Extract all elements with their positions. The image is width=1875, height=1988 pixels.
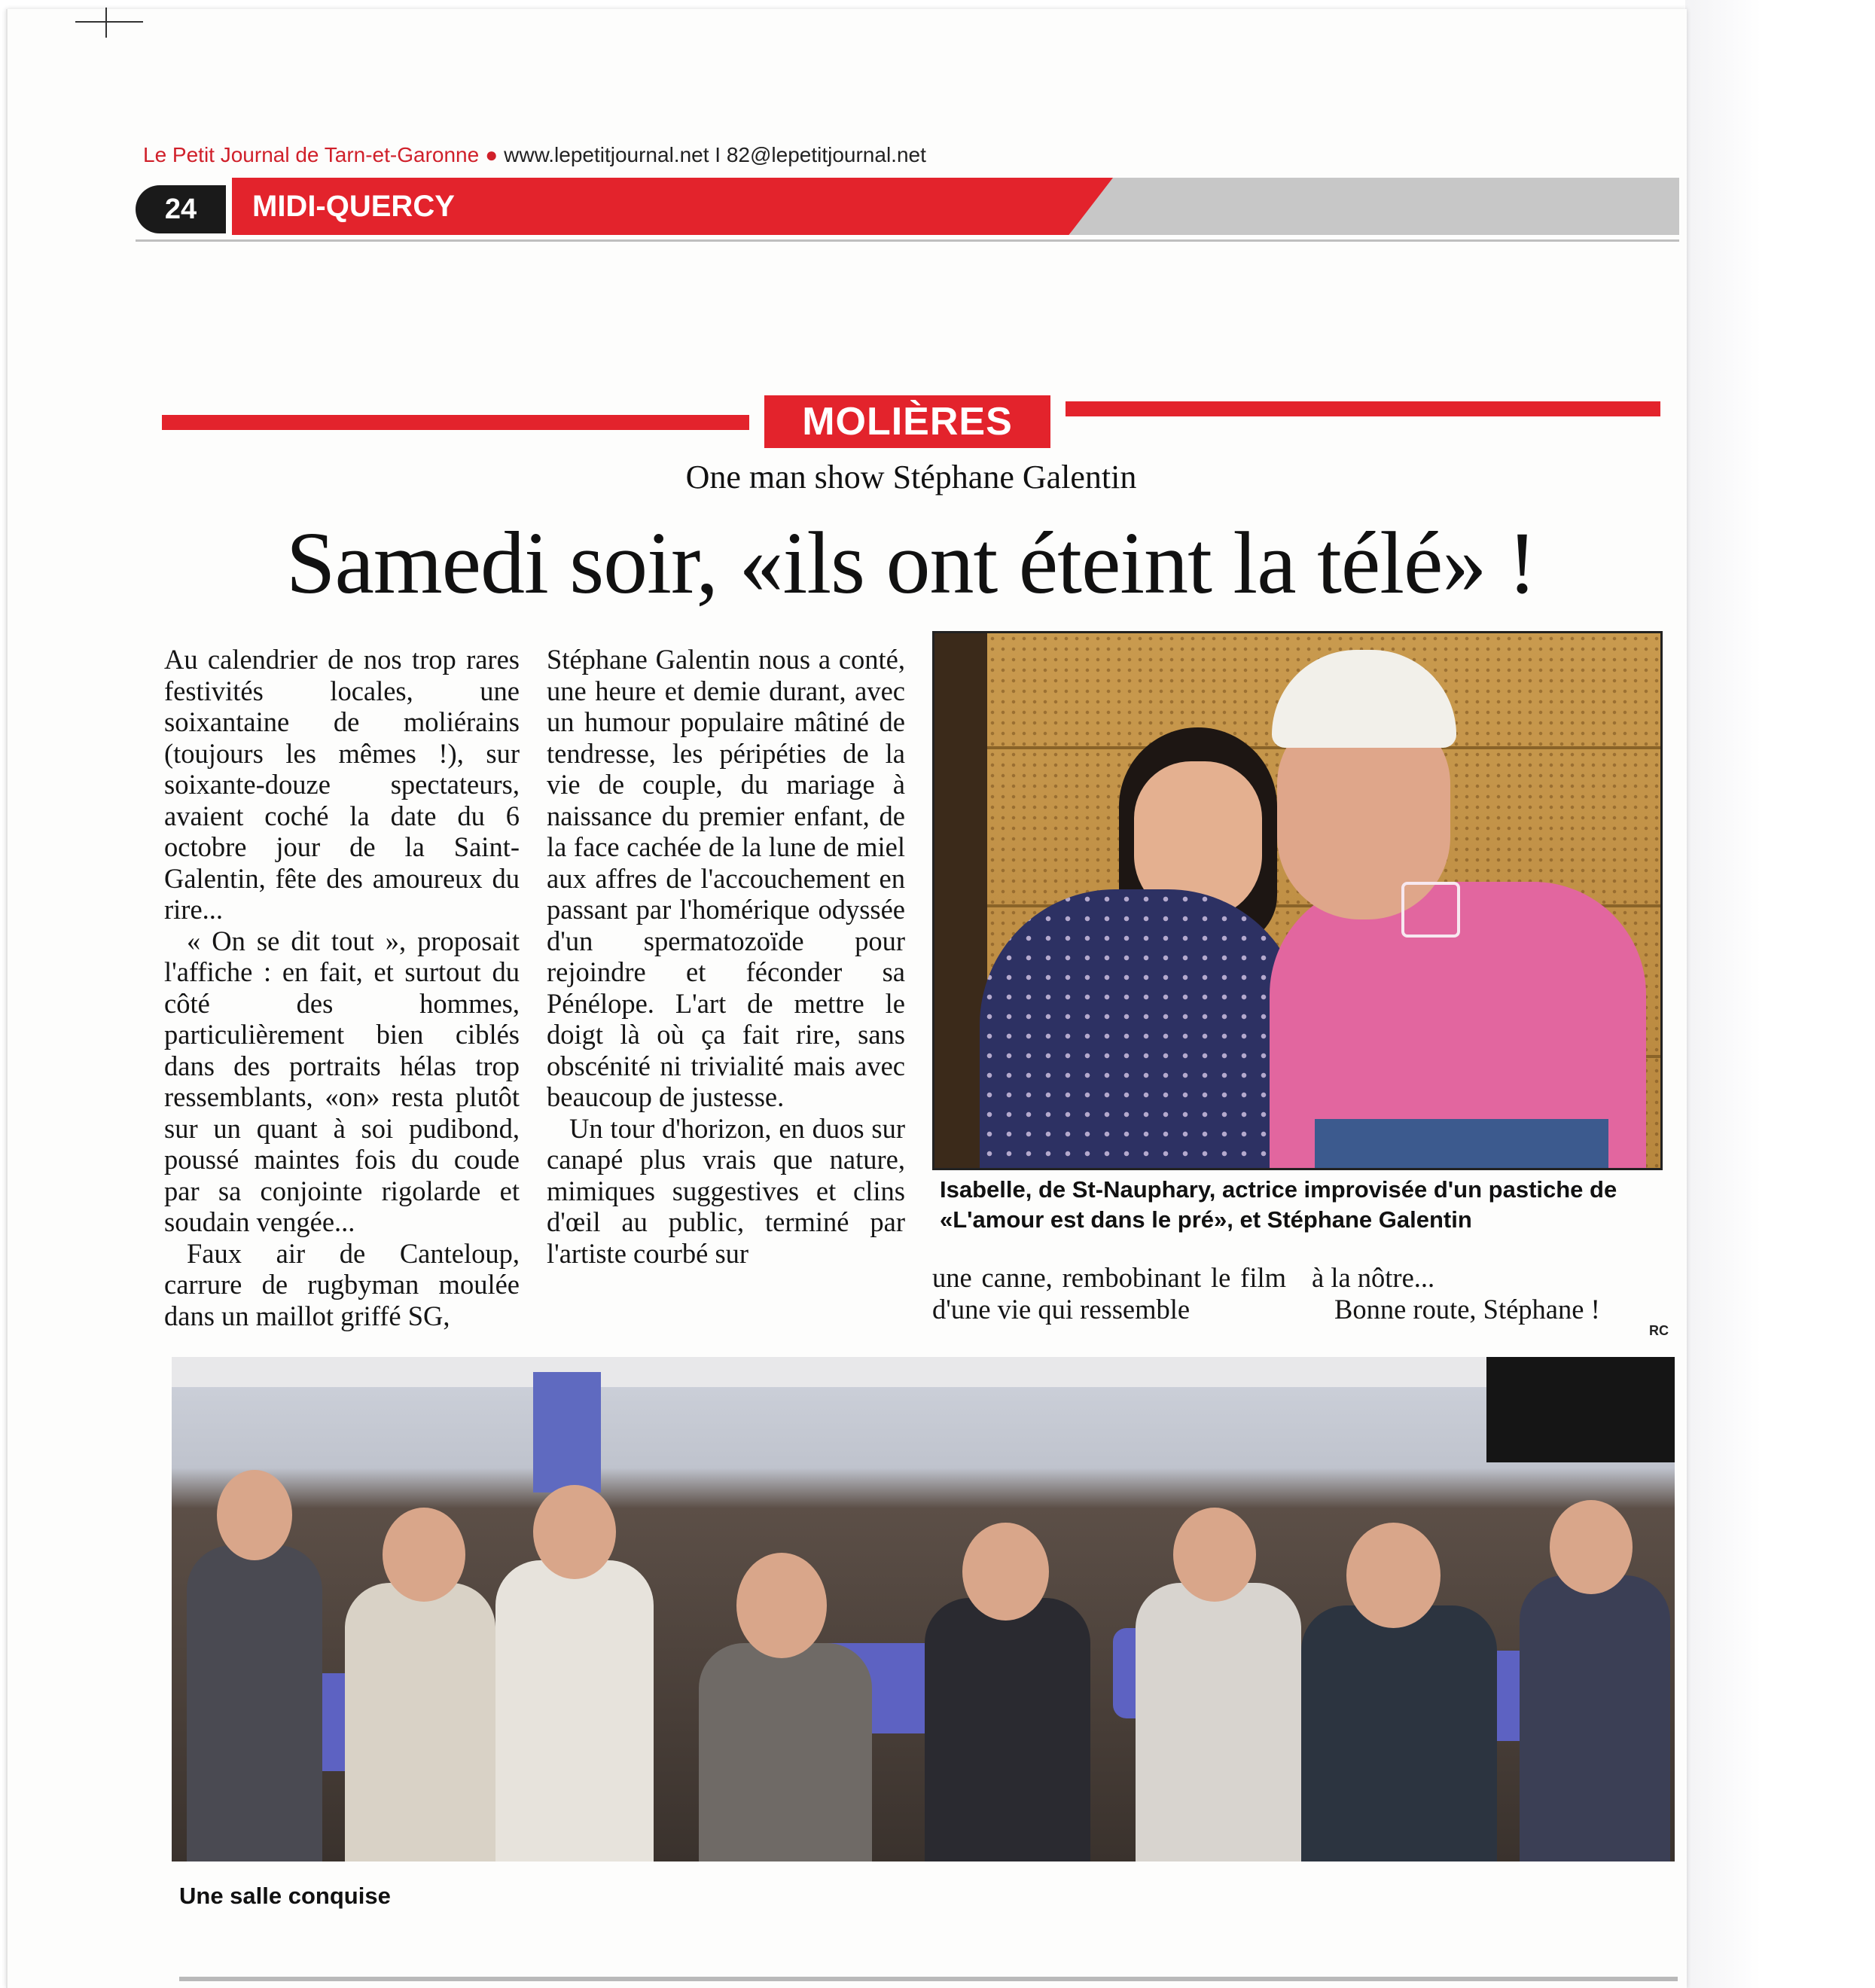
blue-door — [533, 1372, 601, 1493]
audience-face — [1550, 1500, 1633, 1594]
audience-member — [925, 1598, 1090, 1861]
article-paragraph: une canne, rembobinant le film d'une vie qui ressemble — [932, 1262, 1286, 1325]
article-subtitle: One man show Stéphane Galentin — [685, 459, 1137, 495]
article-column-3 — [932, 1262, 1286, 1325]
article-column-4 — [1312, 1262, 1639, 1325]
audience-photo — [172, 1357, 1675, 1861]
header-links[interactable]: www.lepetitjournal.net I 82@lepetitjournal.net — [504, 143, 926, 166]
audience-member — [187, 1545, 322, 1861]
bottom-photo-caption: Une salle conquise — [179, 1883, 391, 1909]
bottom-rule — [179, 1977, 1678, 1981]
header-separator: ● — [485, 143, 498, 166]
article-column-1 — [164, 644, 520, 1331]
audience-face — [533, 1485, 616, 1579]
crop-mark — [105, 8, 107, 38]
screen — [1486, 1357, 1675, 1462]
kicker-bar — [162, 395, 1660, 448]
top-photo-caption: Isabelle, de St-Nauphary, actrice improvisée d'un pastiche de «L'amour est dans le pré», et Stéphane Galentin — [940, 1176, 1617, 1233]
article-column-2 — [547, 644, 905, 1269]
performer-photo — [932, 631, 1663, 1170]
page-header — [143, 143, 926, 167]
article-paragraph: Un tour d'horizon, en duos sur canapé plus vrais que nature, mimiques suggestives et clins d'œil au public, terminé par l'artiste courbé sur — [547, 1112, 905, 1269]
ceiling — [172, 1357, 1675, 1387]
kicker-rule-left — [162, 415, 749, 430]
author-credit: RC — [1649, 1323, 1669, 1338]
section-bar — [136, 178, 1679, 245]
audience-member — [495, 1560, 654, 1861]
audience-member — [1301, 1605, 1497, 1861]
article-headline: Samedi soir, «ils ont éteint la télé» ! — [285, 514, 1537, 612]
article-paragraph: Au calendrier de nos trop rares festivités locales, une soixantaine de moliérains (toujours les mêmes !), sur soixante-douze spectateurs, avaient coché la date du 6 octobre jour de la Saint-Galentin, fête des amoureux du rire... — [164, 644, 520, 925]
crop-mark — [75, 21, 143, 23]
audience-face — [217, 1470, 292, 1560]
section-name: MIDI-QUERCY — [252, 190, 455, 223]
blouse-pattern — [980, 889, 1303, 1170]
audience-member — [1136, 1583, 1301, 1861]
shirt-logo-icon — [1401, 882, 1460, 938]
audience-face — [1173, 1508, 1256, 1602]
article-paragraph: Faux air de Canteloup, carrure de rugbyman moulée dans un maillot griffé SG, — [164, 1237, 520, 1331]
article-paragraph: « On se dit tout », proposait l'affiche : en fait, et surtout du côté des hommes, particulièrement bien ciblés dans des portraits hélas trop ressemblants, «on» resta plutôt sur un quant à soi pudibond, poussé maintes fois du coude par sa conjointe rigolarde et soudain vengée... — [164, 925, 520, 1237]
publication-name: Le Petit Journal de Tarn-et-Garonne — [143, 143, 480, 166]
article-kicker: MOLIÈRES — [764, 395, 1050, 448]
article-paragraph: à la nôtre... — [1312, 1262, 1435, 1293]
audience-member — [1520, 1575, 1670, 1861]
audience-face — [383, 1508, 465, 1602]
kicker-rule-right — [1066, 401, 1660, 416]
audience-face — [736, 1553, 827, 1658]
audience-member — [345, 1583, 495, 1861]
white-cap — [1272, 650, 1456, 748]
section-underline — [136, 239, 1679, 242]
article-paragraph: Bonne route, Stéphane ! — [1334, 1293, 1600, 1325]
audience-face — [962, 1523, 1049, 1621]
man-jeans — [1315, 1119, 1608, 1170]
article-paragraph: Stéphane Galentin nous a conté, une heure et demie durant, avec un humour populaire mâtiné de tendresse, les péripéties de la vie de couple, du mariage à naissance du premier enfant, de la face cachée de la lune de miel aux affres de l'accouchement en passant par l'homérique odyssée d'un spermatozoïde pour rejoindre et féconder sa Pénélope. L'art de mettre le doigt là où ça fait rire, sans obscénité ni trivialité mais avec beaucoup de justesse. — [547, 644, 905, 1112]
page-number: 24 — [136, 185, 226, 233]
section-grey-band — [1069, 178, 1679, 235]
audience-member — [699, 1643, 872, 1861]
paper-edge — [1685, 0, 1875, 1988]
audience-face — [1346, 1523, 1441, 1628]
